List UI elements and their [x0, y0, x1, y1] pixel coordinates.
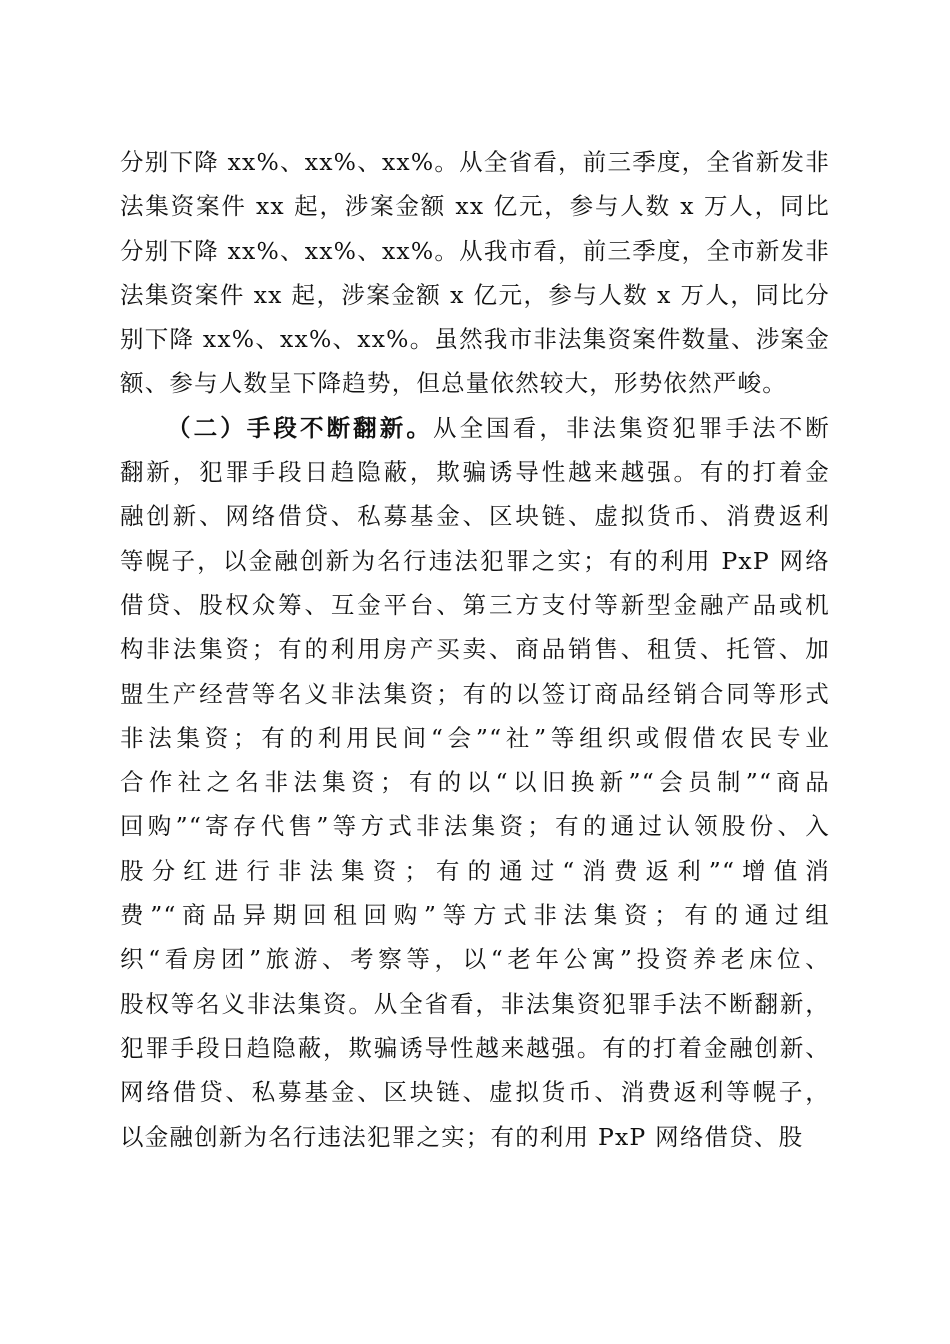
text-line: 借贷、股权众筹、互金平台、第三方支付等新型金融产品或机 — [120, 590, 830, 619]
text-line: 融创新、网络借贷、私募基金、区块链、虚拟货币、消费返利 — [120, 502, 830, 531]
text-line: 费”“商品异期回租回购”等方式非法集资；有的通过组 — [120, 901, 830, 930]
text-line: 盟生产经营等名义非法集资；有的以签订商品经销合同等形式 — [120, 679, 830, 708]
section-2-heading: （二）手段不断翻新。 — [167, 413, 433, 442]
text-line: 等幌子，以金融创新为名行违法犯罪之实；有的利用 PxP 网络 — [120, 546, 830, 575]
text-line: 网络借贷、私募基金、区块链、虚拟货币、消费返利等幌子， — [120, 1078, 830, 1107]
text-line: 合作社之名非法集资；有的以“以旧换新”“会员制”“商品 — [120, 768, 831, 797]
text-line: 股分红进行非法集资；有的通过“消费返利”“增值消 — [120, 856, 830, 885]
text-line: 非法集资；有的利用民间“会”“社”等组织或假借农民专业 — [120, 723, 830, 752]
text-line: 织“看房团”旅游、考察等，以“老年公寓”投资养老床位、 — [120, 945, 830, 974]
text-line: 分别下降 xx%、xx%、xx%。从我市看，前三季度，全市新发非 — [120, 236, 830, 265]
text-line: 分别下降 xx%、xx%、xx%。从全省看，前三季度，全省新发非 — [120, 148, 830, 176]
text-line: 犯罪手段日趋隐蔽，欺骗诱导性越来越强。有的打着金融创新、 — [120, 1033, 830, 1062]
text-line: 构非法集资；有的利用房产买卖、商品销售、租赁、托管、加 — [120, 635, 830, 664]
text-line: 以金融创新为名行违法犯罪之实；有的利用 PxP 网络借贷、股 — [120, 1122, 804, 1151]
document-body — [120, 140, 830, 1159]
text-line: 额、参与人数呈下降趋势，但总量依然较大，形势依然严峻。 — [120, 369, 787, 398]
text-line: 别下降 xx%、xx%、xx%。虽然我市非法集资案件数量、涉案金 — [120, 325, 830, 354]
section-2-first-line — [120, 406, 830, 450]
text-line: 股权等名义非法集资。从全省看，非法集资犯罪手法不断翻新， — [120, 989, 830, 1018]
text-line: 回购”“寄存代售”等方式非法集资；有的通过认领股份、入 — [120, 812, 830, 841]
text-line: 翻新，犯罪手段日趋隐蔽，欺骗诱导性越来越强。有的打着金 — [120, 458, 830, 487]
section-2-first-text: 从全国看，非法集资犯罪手法不断 — [432, 413, 831, 442]
text-line: 法集资案件 xx 起，涉案金额 x 亿元，参与人数 x 万人，同比分 — [120, 280, 830, 309]
text-line: 法集资案件 xx 起，涉案金额 xx 亿元，参与人数 x 万人，同比 — [120, 192, 830, 221]
